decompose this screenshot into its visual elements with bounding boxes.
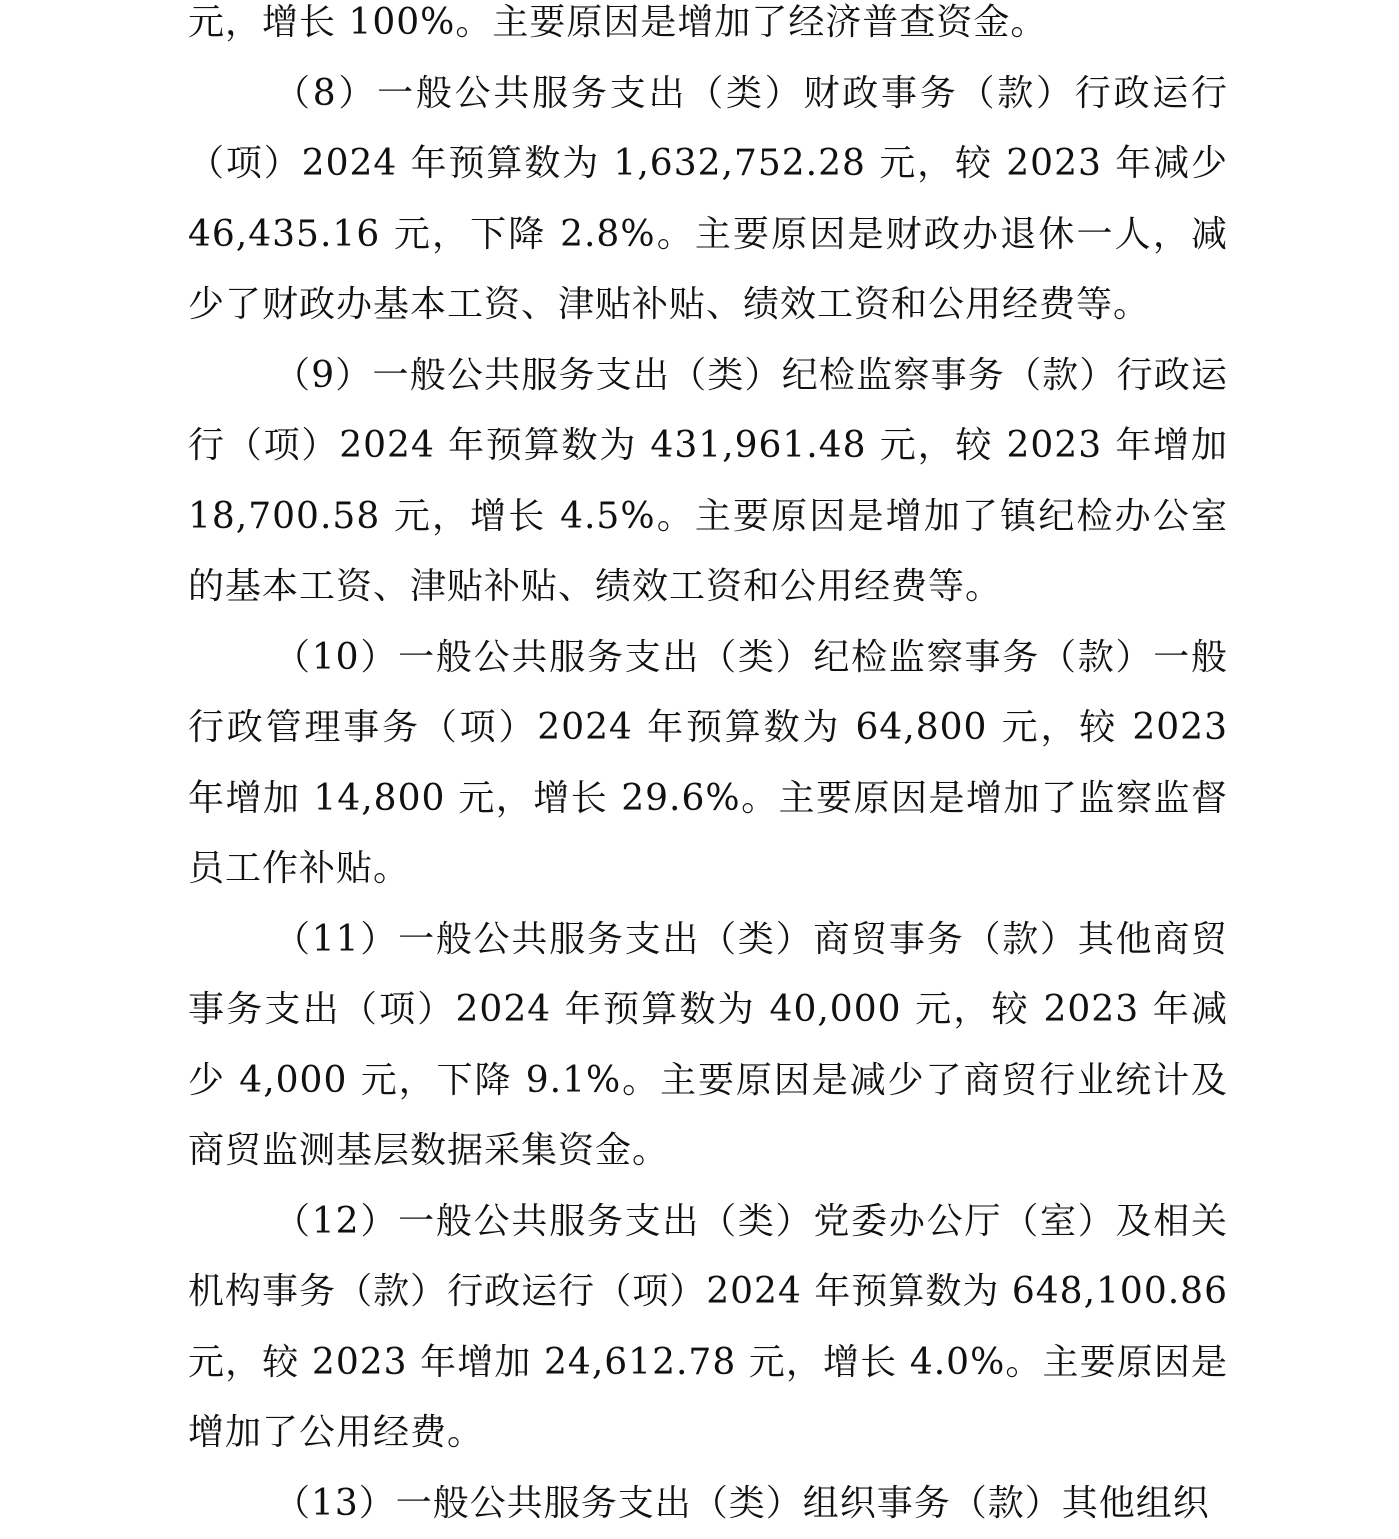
paragraph-item-12: （12）一般公共服务支出（类）党委办公厅（室）及相关机构事务（款）行政运行（项）2024 年预算数为 648,100.86 元，较 2023 年增加 24,612.78 元，增长 4.0%。主要原因是增加了公用经费。 [188, 1187, 1228, 1469]
paragraph-item-11: （11）一般公共服务支出（类）商贸事务（款）其他商贸事务支出（项）2024 年预算数为 40,000 元，较 2023 年减少 4,000 元，下降 9.1%。主要原因是减少了商贸行业统计及商贸监测基层数据采集资金。 [188, 905, 1228, 1187]
paragraph-item-9: （9）一般公共服务支出（类）纪检监察事务（款）行政运行（项）2024 年预算数为 431,961.48 元，较 2023 年增加 18,700.58 元，增长 4.5%。主要原因是增加了镇纪检办公室的基本工资、津贴补贴、绩效工资和公用经费等。 [188, 341, 1228, 623]
document-page [188, 0, 1228, 1539]
paragraph-item-8: （8）一般公共服务支出（类）财政事务（款）行政运行（项）2024 年预算数为 1,632,752.28 元，较 2023 年减少 46,435.16 元，下降 2.8%。主要原因是财政办退休一人，减少了财政办基本工资、津贴补贴、绩效工资和公用经费等。 [188, 59, 1228, 341]
paragraph-item-7-continuation: 元，增长 100%。主要原因是增加了经济普查资金。 [188, 0, 1228, 59]
paragraph-item-13-start: （13）一般公共服务支出（类）组织事务（款）其他组织 [188, 1469, 1228, 1539]
paragraph-item-10: （10）一般公共服务支出（类）纪检监察事务（款）一般行政管理事务（项）2024 年预算数为 64,800 元，较 2023 年增加 14,800 元，增长 29.6%。主要原因是增加了监察监督员工作补贴。 [188, 623, 1228, 905]
